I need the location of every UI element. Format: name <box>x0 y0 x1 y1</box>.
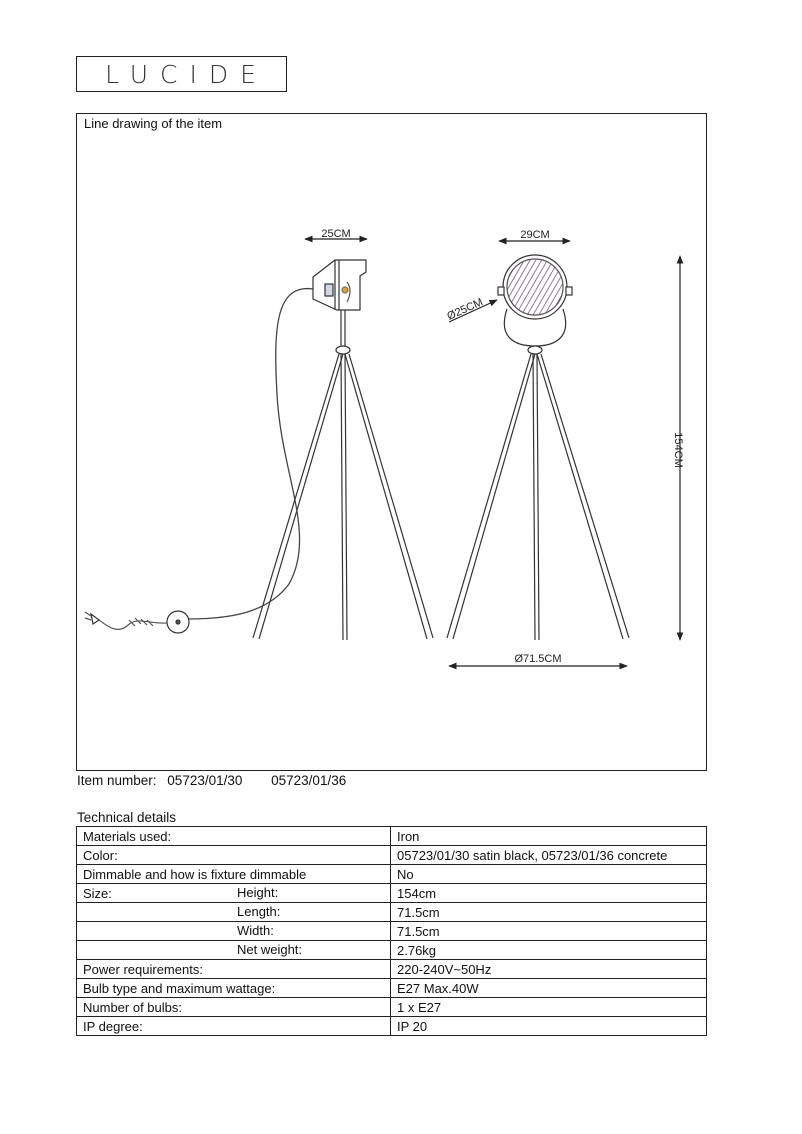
spec-value: No <box>391 865 707 884</box>
lamp-line-drawing <box>77 114 708 772</box>
spec-label-cell <box>77 922 391 941</box>
spec-label: IP degree: <box>83 1018 143 1034</box>
spec-label-cell <box>77 960 391 979</box>
spec-label: Bulb type and maximum wattage: <box>83 980 276 996</box>
dim-shade-diameter: Ø25CM <box>445 296 485 323</box>
spec-sublabel: Net weight: <box>237 942 303 957</box>
spec-sublabel: Length: <box>237 904 281 919</box>
spec-row <box>77 865 707 884</box>
dim-height: 154CM <box>672 432 684 468</box>
spec-label: Materials used: <box>83 828 172 844</box>
spec-row <box>77 941 707 960</box>
spec-row <box>77 998 707 1017</box>
side-view <box>85 239 433 640</box>
spec-label-cell <box>77 903 391 922</box>
spec-row <box>77 960 707 979</box>
spec-label: Size: <box>83 885 112 901</box>
item-code-1: 05723/01/30 <box>167 773 243 788</box>
spec-value: 05723/01/30 satin black, 05723/01/36 concrete <box>391 846 707 865</box>
spec-row <box>77 1017 707 1036</box>
spec-label-cell <box>77 941 391 960</box>
spec-label: Number of bulbs: <box>83 999 182 1015</box>
spec-value: IP 20 <box>391 1017 707 1036</box>
technical-details-title: Technical details <box>77 810 177 825</box>
spec-label: Dimmable and how is fixture dimmable <box>83 866 307 882</box>
item-number-line <box>77 773 353 788</box>
item-code-2: 05723/01/36 <box>271 773 347 788</box>
spec-value: E27 Max.40W <box>391 979 707 998</box>
spec-label-cell <box>77 846 391 865</box>
spec-row <box>77 827 707 846</box>
spec-label-cell <box>77 1017 391 1036</box>
technical-details-table <box>76 826 707 1036</box>
spec-value: 220-240V~50Hz <box>391 960 707 979</box>
spec-value: 154cm <box>391 884 707 903</box>
spec-row <box>77 903 707 922</box>
spec-row <box>77 884 707 903</box>
spec-value: 71.5cm <box>391 903 707 922</box>
spec-value: 1 x E27 <box>391 998 707 1017</box>
spec-label: Color: <box>83 847 118 863</box>
spec-sublabel: Height: <box>237 885 279 900</box>
spec-value: 2.76kg <box>391 941 707 960</box>
spec-label-cell <box>77 998 391 1017</box>
spec-value: 71.5cm <box>391 922 707 941</box>
brand-logo: LUCIDE <box>76 56 287 92</box>
spec-row <box>77 979 707 998</box>
spec-row <box>77 846 707 865</box>
dim-side-width: 25CM <box>321 228 351 240</box>
spec-sublabel: Width: <box>237 923 274 938</box>
spec-label-cell <box>77 865 391 884</box>
dim-front-width: 29CM <box>520 229 550 241</box>
spec-label-cell <box>77 979 391 998</box>
item-number-label: Item number: <box>77 773 157 788</box>
spec-row <box>77 922 707 941</box>
drawing-label: Line drawing of the item <box>84 116 223 131</box>
dim-base-diameter: Ø71.5CM <box>514 653 562 665</box>
spec-label-cell <box>77 827 391 846</box>
spec-label-cell <box>77 884 391 903</box>
spec-value: Iron <box>391 827 707 846</box>
line-drawing-panel <box>76 113 707 771</box>
spec-label: Power requirements: <box>83 961 203 977</box>
